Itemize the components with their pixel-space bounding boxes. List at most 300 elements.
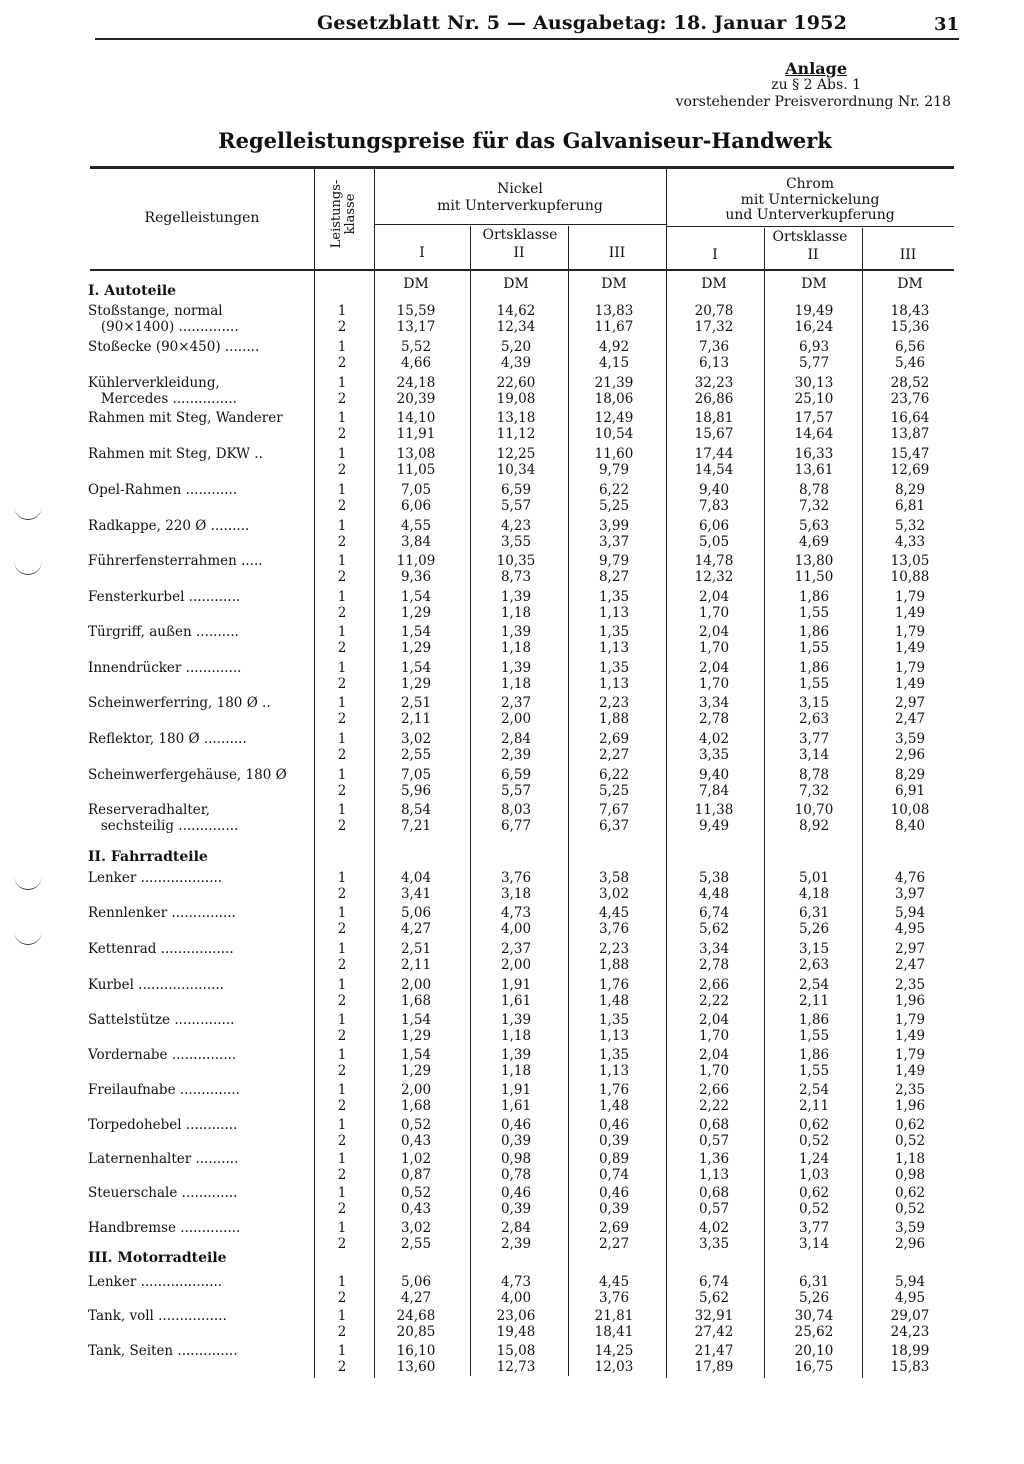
price-cell: 1,79 [894,660,926,676]
row-class: 2 [337,1063,347,1079]
price-cell: 2,69 [598,731,630,747]
price-cell: 1,76 [598,977,630,993]
price-cell: 1,49 [894,605,926,621]
row-class: 2 [337,747,347,763]
price-cell: 1,39 [500,660,532,676]
row-class: 2 [337,993,347,1009]
price-cell: 5,06 [400,1274,432,1290]
price-cell: 1,55 [798,640,830,656]
price-cell: 3,99 [598,518,630,534]
price-cell: 5,63 [798,518,830,534]
table-row [0,426,1024,442]
table-row [0,1047,1024,1063]
price-cell: 13,17 [396,319,436,335]
price-cell: 4,55 [400,518,432,534]
price-cell: 14,62 [496,303,536,319]
header-bottom-rule [90,269,954,271]
price-cell: 1,24 [798,1151,830,1167]
price-cell: 1,55 [798,676,830,692]
price-cell: 2,47 [894,957,926,973]
table-row [0,695,1024,711]
price-cell: 6,31 [798,905,830,921]
price-cell: 1,70 [698,676,730,692]
price-cell: 2,04 [698,624,730,640]
price-cell: 5,06 [400,905,432,921]
price-cell: 2,11 [798,993,830,1009]
price-cell: 1,76 [598,1082,630,1098]
row-class: 1 [337,695,347,711]
table-row [0,319,1024,335]
table-row [0,1167,1024,1183]
price-cell: 4,04 [400,870,432,886]
price-cell: 1,18 [894,1151,926,1167]
price-cell: 1,70 [698,605,730,621]
row-class: 1 [337,802,347,818]
price-cell: 5,94 [894,905,926,921]
price-cell: 6,13 [698,355,730,371]
price-cell: 4,45 [598,1274,630,1290]
row-class: 2 [337,676,347,692]
col-header-n2: II [513,245,525,261]
row-class: 1 [337,977,347,993]
row-class: 2 [337,1167,347,1183]
table-row [0,1082,1024,1098]
price-cell: 6,81 [894,498,926,514]
price-cell: 1,54 [400,1047,432,1063]
row-class: 1 [337,589,347,605]
price-cell: 4,73 [500,905,532,921]
price-cell: 0,43 [400,1201,432,1217]
row-class: 2 [337,783,347,799]
price-cell: 5,94 [894,1274,926,1290]
price-cell: 1,49 [894,676,926,692]
price-cell: 2,51 [400,695,432,711]
price-cell: 4,45 [598,905,630,921]
unit-c3: DM [897,276,923,292]
price-cell: 15,67 [694,426,734,442]
gazette-title: Gesetzblatt Nr. 5 — Ausgabetag: 18. Januar 1952 [317,12,847,34]
row-class: 1 [337,375,347,391]
row-class: 2 [337,1290,347,1306]
price-cell: 1,18 [500,1063,532,1079]
row-class: 1 [337,1047,347,1063]
price-cell: 1,03 [798,1167,830,1183]
price-cell: 10,70 [794,802,834,818]
price-cell: 5,26 [798,1290,830,1306]
row-class: 2 [337,534,347,550]
table-row [0,1343,1024,1359]
price-cell: 1,02 [400,1151,432,1167]
table-row [0,1185,1024,1201]
table-top-rule [90,166,954,169]
price-cell: 2,23 [598,941,630,957]
row-label: Reserveradhalter, [88,802,211,818]
price-cell: 1,79 [894,1012,926,1028]
price-cell: 2,35 [894,977,926,993]
price-cell: 15,83 [890,1359,930,1375]
price-cell: 2,37 [500,695,532,711]
price-cell: 11,09 [396,553,436,569]
row-label: Lenker ................... [88,1274,223,1290]
price-cell: 4,95 [894,921,926,937]
row-label: Laternenhalter .......... [88,1151,239,1167]
price-cell: 18,41 [594,1324,634,1340]
price-cell: 16,10 [396,1343,436,1359]
chrom-subrule [666,226,954,227]
price-cell: 6,59 [500,482,532,498]
unit-c2: DM [801,276,827,292]
price-cell: 8,29 [894,482,926,498]
price-cell: 1,13 [598,640,630,656]
row-label: Lenker ................... [88,870,223,886]
price-cell: 2,54 [798,1082,830,1098]
price-cell: 2,22 [698,1098,730,1114]
annex-line-2: vorstehender Preisverordnung Nr. 218 [675,94,951,110]
row-label: Torpedohebel ............ [88,1117,238,1133]
row-label: Führerfensterrahmen ..... [88,553,263,569]
price-cell: 32,91 [694,1308,734,1324]
nickel-subheader: mit Unterverkupferung [437,198,603,214]
row-class: 2 [337,426,347,442]
table-row [0,569,1024,585]
price-cell: 32,23 [694,375,734,391]
price-cell: 3,35 [698,1236,730,1252]
price-cell: 19,48 [496,1324,536,1340]
price-cell: 23,06 [496,1308,536,1324]
price-cell: 3,77 [798,731,830,747]
price-cell: 3,59 [894,1220,926,1236]
price-cell: 21,81 [594,1308,634,1324]
price-cell: 0,46 [500,1185,532,1201]
price-cell: 2,11 [400,957,432,973]
price-cell: 5,32 [894,518,926,534]
nickel-subrule [374,224,666,225]
price-cell: 18,99 [890,1343,930,1359]
price-cell: 13,80 [794,553,834,569]
price-cell: 2,11 [400,711,432,727]
table-row [0,355,1024,371]
table-row [0,589,1024,605]
table-row [0,1098,1024,1114]
table-row [0,660,1024,676]
chrom-header: Chrom [785,176,835,192]
price-cell: 2,78 [698,711,730,727]
price-cell: 6,56 [894,339,926,355]
table-row [0,410,1024,426]
price-cell: 2,11 [798,1098,830,1114]
price-cell: 11,60 [594,446,634,462]
row-class: 2 [337,921,347,937]
price-cell: 11,50 [794,569,834,585]
row-class: 1 [337,410,347,426]
row-label: Rennlenker ............... [88,905,236,921]
price-cell: 9,49 [698,818,730,834]
table-row [0,818,1024,834]
price-cell: 17,44 [694,446,734,462]
price-cell: 20,10 [794,1343,834,1359]
row-class: 1 [337,1220,347,1236]
row-class: 2 [337,1201,347,1217]
page-header [95,8,959,40]
price-cell: 1,88 [598,957,630,973]
price-cell: 30,13 [794,375,834,391]
row-class: 1 [337,553,347,569]
price-cell: 12,03 [594,1359,634,1375]
row-label: Türgriff, außen .......... [88,624,239,640]
price-cell: 3,41 [400,886,432,902]
price-cell: 15,36 [890,319,930,335]
row-class: 2 [337,462,347,478]
price-cell: 9,36 [400,569,432,585]
row-class: 2 [337,640,347,656]
price-cell: 4,27 [400,921,432,937]
price-cell: 5,62 [698,1290,730,1306]
price-cell: 0,46 [598,1185,630,1201]
row-label: Rahmen mit Steg, DKW .. [88,446,263,462]
price-cell: 7,84 [698,783,730,799]
price-cell: 25,10 [794,391,834,407]
unit-n2: DM [503,276,529,292]
price-cell: 2,00 [500,711,532,727]
price-cell: 20,85 [396,1324,436,1340]
ortsklasse-nickel: Ortsklasse [482,227,558,243]
price-cell: 0,43 [400,1133,432,1149]
price-cell: 2,84 [500,1220,532,1236]
price-cell: 28,52 [890,375,930,391]
section-title-autoteile: I. Autoteile [88,283,177,299]
price-cell: 2,97 [894,941,926,957]
col-header-c3: III [899,247,917,263]
price-cell: 0,52 [894,1133,926,1149]
price-cell: 2,84 [500,731,532,747]
row-label: Vordernabe ............... [88,1047,237,1063]
price-cell: 2,51 [400,941,432,957]
price-cell: 5,46 [894,355,926,371]
price-cell: 19,08 [496,391,536,407]
row-label: Scheinwerferring, 180 Ø .. [88,695,271,711]
price-cell: 1,29 [400,1063,432,1079]
price-cell: 3,34 [698,941,730,957]
row-label: Handbremse .............. [88,1220,241,1236]
row-class: 2 [337,1236,347,1252]
price-cell: 8,92 [798,818,830,834]
price-cell: 1,35 [598,1012,630,1028]
price-cell: 7,05 [400,767,432,783]
table-row [0,1133,1024,1149]
price-cell: 4,23 [500,518,532,534]
row-class: 1 [337,1343,347,1359]
price-cell: 22,60 [496,375,536,391]
price-cell: 13,61 [794,462,834,478]
table-row [0,553,1024,569]
price-cell: 2,04 [698,1047,730,1063]
price-cell: 2,69 [598,1220,630,1236]
price-cell: 2,66 [698,1082,730,1098]
row-label: Freilaufnabe .............. [88,1082,240,1098]
row-class: 2 [337,605,347,621]
price-cell: 24,18 [396,375,436,391]
row-label: Innendrücker ............. [88,660,242,676]
price-cell: 11,38 [694,802,734,818]
price-cell: 2,23 [598,695,630,711]
price-cell: 4,92 [598,339,630,355]
price-cell: 6,74 [698,1274,730,1290]
price-cell: 7,21 [400,818,432,834]
price-cell: 6,93 [798,339,830,355]
price-cell: 1,54 [400,624,432,640]
row-label: Sattelstütze .............. [88,1012,235,1028]
price-cell: 0,39 [500,1201,532,1217]
price-cell: 4,02 [698,1220,730,1236]
price-cell: 2,39 [500,1236,532,1252]
price-cell: 0,52 [798,1201,830,1217]
price-cell: 14,10 [396,410,436,426]
price-cell: 13,05 [890,553,930,569]
price-cell: 1,61 [500,993,532,1009]
price-cell: 3,37 [598,534,630,550]
price-cell: 21,39 [594,375,634,391]
price-cell: 1,29 [400,640,432,656]
price-cell: 1,54 [400,589,432,605]
price-cell: 8,78 [798,482,830,498]
price-cell: 19,49 [794,303,834,319]
price-cell: 1,61 [500,1098,532,1114]
price-cell: 17,89 [694,1359,734,1375]
price-cell: 1,86 [798,624,830,640]
price-cell: 2,63 [798,957,830,973]
price-cell: 2,66 [698,977,730,993]
price-cell: 1,79 [894,1047,926,1063]
price-cell: 10,88 [890,569,930,585]
price-cell: 5,26 [798,921,830,937]
table-row [0,534,1024,550]
price-cell: 8,27 [598,569,630,585]
price-cell: 2,22 [698,993,730,1009]
price-cell: 0,62 [894,1185,926,1201]
row-class: 2 [337,1028,347,1044]
table-row [0,640,1024,656]
row-class: 2 [337,957,347,973]
row-label: Kettenrad ................. [88,941,234,957]
price-cell: 18,06 [594,391,634,407]
price-cell: 3,77 [798,1220,830,1236]
price-cell: 2,96 [894,747,926,763]
services-header: Regelleistungen [144,210,260,226]
row-class: 2 [337,569,347,585]
price-cell: 4,00 [500,1290,532,1306]
row-class: 1 [337,1274,347,1290]
price-cell: 0,98 [500,1151,532,1167]
price-cell: 3,18 [500,886,532,902]
price-cell: 1,70 [698,1028,730,1044]
table-row [0,1236,1024,1252]
price-cell: 0,57 [698,1133,730,1149]
price-cell: 1,13 [598,1028,630,1044]
price-cell: 5,05 [698,534,730,550]
price-cell: 8,29 [894,767,926,783]
table-row [0,802,1024,818]
price-cell: 4,00 [500,921,532,937]
price-cell: 20,78 [694,303,734,319]
price-cell: 0,89 [598,1151,630,1167]
price-cell: 3,59 [894,731,926,747]
price-cell: 1,35 [598,1047,630,1063]
price-cell: 8,40 [894,818,926,834]
price-cell: 1,39 [500,624,532,640]
row-class: 1 [337,339,347,355]
price-cell: 3,97 [894,886,926,902]
price-cell: 6,22 [598,482,630,498]
price-cell: 1,68 [400,1098,432,1114]
ortsklasse-chrom: Ortsklasse [772,229,848,245]
price-cell: 1,79 [894,624,926,640]
table-row [0,977,1024,993]
price-cell: 15,08 [496,1343,536,1359]
row-class: 1 [337,731,347,747]
price-cell: 5,25 [598,498,630,514]
price-cell: 30,74 [794,1308,834,1324]
price-cell: 5,52 [400,339,432,355]
price-cell: 7,36 [698,339,730,355]
price-cell: 8,78 [798,767,830,783]
price-cell: 2,78 [698,957,730,973]
row-label: Radkappe, 220 Ø ......... [88,518,250,534]
price-cell: 0,46 [500,1117,532,1133]
price-cell: 1,55 [798,1063,830,1079]
price-cell: 2,39 [500,747,532,763]
price-cell: 1,35 [598,624,630,640]
price-cell: 8,03 [500,802,532,818]
price-cell: 10,08 [890,802,930,818]
price-cell: 5,96 [400,783,432,799]
price-cell: 6,77 [500,818,532,834]
price-cell: 1,91 [500,1082,532,1098]
annex-label: Anlage [785,59,847,78]
unit-n3: DM [601,276,627,292]
price-cell: 14,64 [794,426,834,442]
row-class: 1 [337,905,347,921]
table-row [0,605,1024,621]
price-cell: 16,75 [794,1359,834,1375]
row-class: 2 [337,1133,347,1149]
row-label: Stoßecke (90×450) ........ [88,339,260,355]
price-cell: 29,07 [890,1308,930,1324]
price-cell: 6,06 [400,498,432,514]
price-cell: 0,68 [698,1185,730,1201]
price-cell: 16,64 [890,410,930,426]
row-class: 1 [337,1185,347,1201]
price-cell: 2,47 [894,711,926,727]
price-cell: 3,02 [400,1220,432,1236]
price-cell: 1,13 [598,676,630,692]
price-cell: 2,04 [698,1012,730,1028]
row-class: 1 [337,1012,347,1028]
row-label: Steuerschale ............. [88,1185,238,1201]
row-class: 2 [337,818,347,834]
price-cell: 1,86 [798,1012,830,1028]
price-cell: 1,49 [894,640,926,656]
price-cell: 1,96 [894,1098,926,1114]
unit-n1: DM [403,276,429,292]
price-cell: 3,15 [798,695,830,711]
price-cell: 0,68 [698,1117,730,1133]
price-cell: 23,76 [890,391,930,407]
price-cell: 1,39 [500,1012,532,1028]
row-class: 1 [337,482,347,498]
table-row [0,1151,1024,1167]
row-label: Tank, Seiten .............. [88,1343,238,1359]
price-cell: 8,54 [400,802,432,818]
